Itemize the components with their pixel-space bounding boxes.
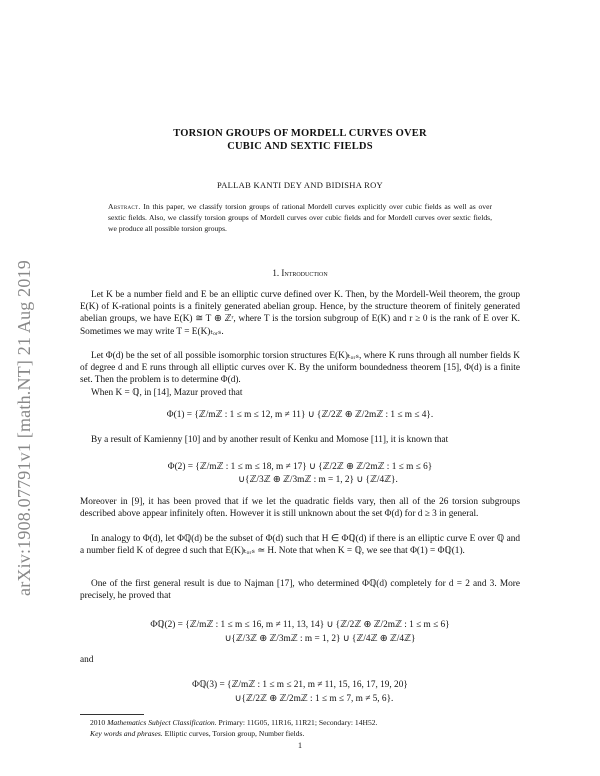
equation-phiq-3-line-2: ∪{ℤ/2ℤ ⊕ ℤ/2mℤ : 1 ≤ m ≤ 7, m ≠ 5, 6}. [234, 694, 394, 704]
paragraph-1: Let K be a number field and E be an elliptic curve defined over K. Then, by the Mordell-Weil theorem, the group E(K) of K-rational points is a finitely generated abelian group. Hence, by the structure theorem of finitely generated abelian groups, we have E(K) ≅ T ⊕ ℤʳ, where T is the torsion subgroup of E(K) and r ≥ 0 is the rank of E over K. Sometimes we may write T = E(K)ₜₒᵣₛ. [80, 290, 520, 337]
arxiv-stamp-text: arXiv:1908.07791v1 [math.NT] 21 Aug 2019 [14, 260, 34, 596]
abstract-label: Abstract. [108, 202, 141, 211]
paragraph-6: In analogy to Φ(d), let Φℚ(d) be the subset of Φ(d) such that H ∈ Φℚ(d) if there is an elliptic curve E over ℚ and a number field K of degree d such that E(K)ₜₒᵣₛ ≃ H. Note that when K = ℚ, we see that Φ(1) = Φℚ(1). [80, 534, 520, 557]
section-number: 1. [272, 268, 282, 278]
equation-phi-2-line-2: ∪{ℤ/3ℤ ⊕ ℤ/3mℤ : m = 1, 2} ∪ {ℤ/4ℤ}. [238, 475, 398, 485]
footnote-msc [80, 717, 520, 728]
footnote-keywords [80, 728, 520, 739]
msc-year: 2010 [90, 718, 108, 727]
and-text: and [80, 655, 94, 665]
paragraph-5: Moreover in [9], it has been proved that if we let the quadratic fields vary, then all of the 26 torsion subgroups described above appear infinitely often. However it is still unknown about the set Φ(d) for d ≥ 3 in general. [80, 497, 520, 520]
authors: PALLAB KANTI DEY AND BIDISHA ROY [217, 180, 383, 190]
abstract-text: In this paper, we classify torsion groups of rational Mordell curves explicitly over cubic fields as well as over sextic fields. Also, we classify torsion groups of Mordell curves over cubic fields and for Mordell curves over sextic fields, we produce all possible torsion groups. [108, 202, 492, 233]
keywords-label: Key words and phrases. [90, 729, 163, 738]
msc-label: Mathematics Subject Classification. [107, 718, 217, 727]
section-heading [80, 268, 520, 278]
title-line-2: CUBIC AND SEXTIC FIELDS [227, 141, 373, 152]
paper-title [80, 127, 520, 153]
footnote-rule [80, 714, 144, 715]
keywords-text: Elliptic curves, Torsion group, Number fields. [162, 729, 305, 738]
equation-phi-2-line-1: Φ(2) = {ℤ/mℤ : 1 ≤ m ≤ 18, m ≠ 17} ∪ {ℤ/2ℤ ⊕ ℤ/2mℤ : 1 ≤ m ≤ 6} [167, 462, 433, 472]
paragraph-7: One of the first general result is due to Najman [17], who determined Φℚ(d) completely for d = 2 and 3. More precisely, he proved that [80, 579, 520, 602]
equation-phi-1: Φ(1) = {ℤ/mℤ : 1 ≤ m ≤ 12, m ≠ 11} ∪ {ℤ/2ℤ ⊕ ℤ/2mℤ : 1 ≤ m ≤ 4}. [166, 410, 434, 420]
abstract [108, 201, 492, 234]
equation-phiq-3-line-1: Φℚ(3) = {ℤ/mℤ : 1 ≤ m ≤ 21, m ≠ 11, 15, 16, 17, 19, 20} [192, 680, 408, 690]
equation-phiq-2-line-1: Φℚ(2) = {ℤ/mℤ : 1 ≤ m ≤ 16, m ≠ 11, 13, 14} ∪ {ℤ/2ℤ ⊕ ℤ/2mℤ : 1 ≤ m ≤ 6} [150, 620, 450, 630]
footnotes [80, 717, 520, 739]
paragraph-3: When K = ℚ, in [14], Mazur proved that [91, 388, 243, 398]
msc-text: Primary: 11G05, 11R16, 11R21; Secondary: 14H52. [216, 718, 378, 727]
paragraph-4: By a result of Kamienny [10] and by another result of Kenku and Momose [11], it is known that [91, 435, 449, 445]
title-line-1: TORSION GROUPS OF MORDELL CURVES OVER [173, 128, 427, 139]
page-number: 1 [298, 741, 302, 750]
paragraph-2: Let Φ(d) be the set of all possible isomorphic torsion structures E(K)ₜₒᵣₛ, where K runs through all number fields K of degree d and E runs through all elliptic curves over K. By the uniform boundedness theorem [15], Φ(d) is a finite set. Then the problem is to determine Φ(d). [80, 351, 520, 386]
section-title: Introduction [281, 268, 328, 278]
equation-phiq-2-line-2: ∪{ℤ/3ℤ ⊕ ℤ/3mℤ : m = 1, 2} ∪ {ℤ/4ℤ ⊕ ℤ/4ℤ} [224, 634, 416, 644]
